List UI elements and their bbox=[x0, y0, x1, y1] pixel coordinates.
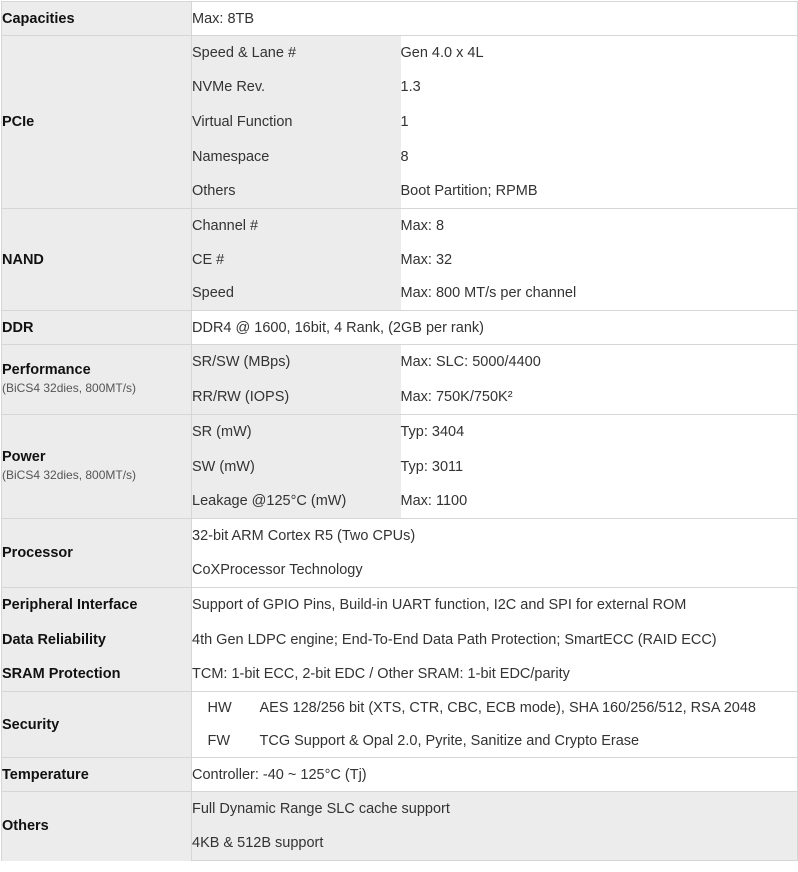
row-sram bbox=[2, 657, 798, 692]
nand-label: Channel # bbox=[192, 209, 401, 243]
power-label: SR (mW) bbox=[192, 415, 401, 450]
row-processor-1 bbox=[2, 519, 798, 554]
performance-label: SR/SW (MBps) bbox=[192, 345, 401, 380]
row-nand-1 bbox=[2, 209, 798, 243]
peripheral-value: Support of GPIO Pins, Build-in UART function, I2C and SPI for external ROM bbox=[192, 588, 798, 623]
power-value: Typ: 3404 bbox=[401, 415, 798, 450]
power-value: Max: 1100 bbox=[401, 484, 798, 519]
others-value: Full Dynamic Range SLC cache support bbox=[192, 792, 798, 827]
section-peripheral-head: Peripheral Interface bbox=[2, 588, 192, 623]
nand-label: Speed bbox=[192, 277, 401, 311]
pcie-label: Speed & Lane # bbox=[192, 36, 401, 70]
nand-value: Max: 32 bbox=[401, 243, 798, 277]
section-ddr-head: DDR bbox=[2, 311, 192, 345]
section-sram-head: SRAM Protection bbox=[2, 657, 192, 692]
pcie-value: Gen 4.0 x 4L bbox=[401, 36, 798, 70]
section-nand-head: NAND bbox=[2, 209, 192, 311]
sram-value: TCM: 1-bit ECC, 2-bit EDC / Other SRAM: 1-bit EDC/parity bbox=[192, 657, 798, 692]
performance-value: Max: SLC: 5000/4400 bbox=[401, 345, 798, 380]
section-processor-head: Processor bbox=[2, 519, 192, 588]
pcie-label: Namespace bbox=[192, 140, 401, 174]
row-security-1 bbox=[2, 692, 798, 725]
section-others-head: Others bbox=[2, 792, 192, 861]
ddr-value: DDR4 @ 1600, 16bit, 4 Rank, (2GB per rank) bbox=[192, 311, 798, 345]
reliability-value: 4th Gen LDPC engine; End-To-End Data Path Protection; SmartECC (RAID ECC) bbox=[192, 623, 798, 657]
security-value: TCG Support & Opal 2.0, Pyrite, Sanitize and Crypto Erase bbox=[260, 725, 798, 758]
section-power-head bbox=[2, 415, 192, 519]
performance-title: Performance bbox=[2, 362, 91, 378]
capacities-value: Max: 8TB bbox=[192, 2, 798, 36]
row-temperature bbox=[2, 758, 798, 792]
power-label: Leakage @125°C (mW) bbox=[192, 484, 401, 519]
temperature-value: Controller: -40 ~ 125°C (Tj) bbox=[192, 758, 798, 792]
security-value: AES 128/256 bit (XTS, CTR, CBC, ECB mode), SHA 160/256/512, RSA 2048 bbox=[260, 692, 798, 725]
pcie-label: Others bbox=[192, 174, 401, 209]
pcie-value: 1 bbox=[401, 105, 798, 140]
row-peripheral bbox=[2, 588, 798, 623]
power-value: Typ: 3011 bbox=[401, 450, 798, 484]
power-title: Power bbox=[2, 449, 46, 465]
pcie-label: Virtual Function bbox=[192, 105, 401, 140]
row-reliability bbox=[2, 623, 798, 657]
pcie-label: NVMe Rev. bbox=[192, 70, 401, 105]
power-label: SW (mW) bbox=[192, 450, 401, 484]
row-others-1 bbox=[2, 792, 798, 827]
nand-value: Max: 800 MT/s per channel bbox=[401, 277, 798, 311]
performance-subtitle: (BiCS4 32dies, 800MT/s) bbox=[2, 381, 137, 395]
others-value: 4KB & 512B support bbox=[192, 827, 798, 861]
section-performance-head bbox=[2, 345, 192, 415]
nand-value: Max: 8 bbox=[401, 209, 798, 243]
section-capacities-head: Capacities bbox=[2, 2, 192, 36]
nand-label: CE # bbox=[192, 243, 401, 277]
performance-value: Max: 750K/750K² bbox=[401, 380, 798, 415]
security-label: FW bbox=[208, 725, 260, 758]
processor-value: 32-bit ARM Cortex R5 (Two CPUs) bbox=[192, 519, 798, 554]
row-pcie-1 bbox=[2, 36, 798, 70]
section-temperature-head: Temperature bbox=[2, 758, 192, 792]
row-performance-1 bbox=[2, 345, 798, 380]
row-capacities bbox=[2, 2, 798, 36]
pcie-value: Boot Partition; RPMB bbox=[401, 174, 798, 209]
section-pcie-head: PCIe bbox=[2, 36, 192, 209]
performance-label: RR/RW (IOPS) bbox=[192, 380, 401, 415]
processor-value: CoXProcessor Technology bbox=[192, 554, 798, 588]
spec-table bbox=[1, 1, 798, 861]
section-security-head: Security bbox=[2, 692, 192, 758]
pcie-value: 8 bbox=[401, 140, 798, 174]
pcie-value: 1.3 bbox=[401, 70, 798, 105]
row-power-1 bbox=[2, 415, 798, 450]
power-subtitle: (BiCS4 32dies, 800MT/s) bbox=[2, 468, 137, 482]
security-label: HW bbox=[208, 692, 260, 725]
row-ddr bbox=[2, 311, 798, 345]
section-reliability-head: Data Reliability bbox=[2, 623, 192, 657]
